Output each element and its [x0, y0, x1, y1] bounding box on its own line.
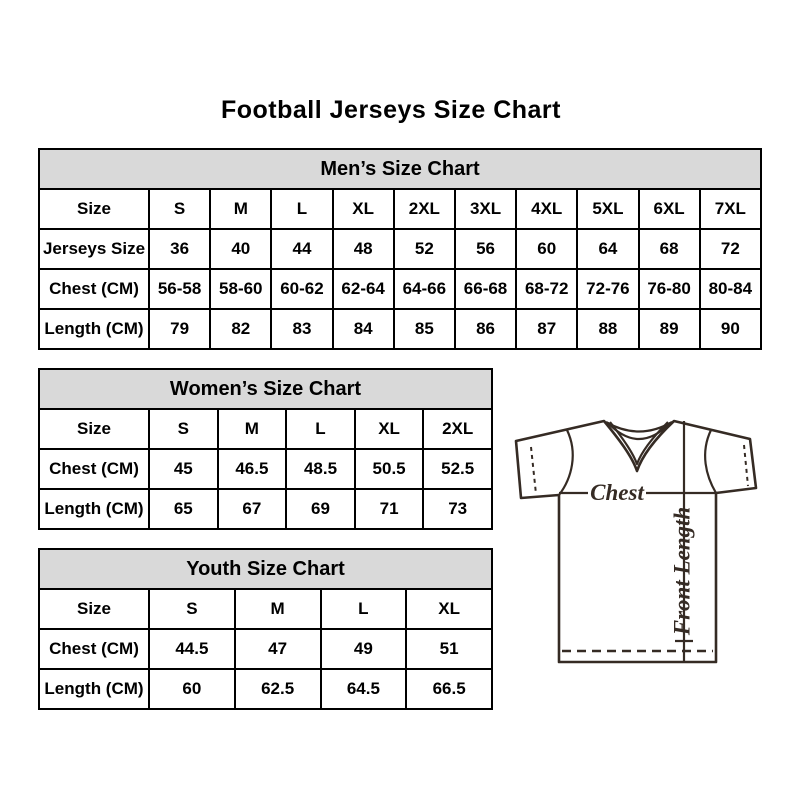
armhole-seam-left: [559, 430, 573, 495]
size-value-cell: S: [149, 589, 235, 629]
sleeve-cuff-stitch-right: [744, 445, 748, 486]
size-value-cell: L: [271, 189, 332, 229]
size-value-cell: 65: [149, 489, 218, 529]
size-value-cell: 2XL: [394, 189, 455, 229]
row-label: Jerseys Size: [39, 229, 149, 269]
size-value-cell: 64-66: [394, 269, 455, 309]
size-value-cell: 7XL: [700, 189, 761, 229]
size-value-cell: 47: [235, 629, 321, 669]
size-value-cell: XL: [406, 589, 492, 629]
size-value-cell: 84: [333, 309, 394, 349]
size-value-cell: 67: [218, 489, 287, 529]
size-value-cell: 44: [271, 229, 332, 269]
size-value-cell: 58-60: [210, 269, 271, 309]
size-value-cell: 72-76: [577, 269, 638, 309]
size-value-cell: 56-58: [149, 269, 210, 309]
youth-size-table: [38, 548, 493, 710]
row-label: Size: [39, 189, 149, 229]
size-value-cell: 69: [286, 489, 355, 529]
womens-size-table: [38, 368, 493, 530]
size-value-cell: 86: [455, 309, 516, 349]
size-value-cell: 4XL: [516, 189, 577, 229]
size-value-cell: M: [218, 409, 287, 449]
size-value-cell: 3XL: [455, 189, 516, 229]
size-value-cell: 76-80: [639, 269, 700, 309]
size-value-cell: 49: [321, 629, 407, 669]
size-value-cell: 48: [333, 229, 394, 269]
row-label: Length (CM): [39, 309, 149, 349]
size-value-cell: 72: [700, 229, 761, 269]
page-title: Football Jerseys Size Chart: [220, 96, 561, 124]
size-value-cell: 66-68: [455, 269, 516, 309]
size-value-cell: 2XL: [423, 409, 492, 449]
size-value-cell: L: [321, 589, 407, 629]
size-table: [38, 548, 493, 710]
size-value-cell: 36: [149, 229, 210, 269]
size-value-cell: 68-72: [516, 269, 577, 309]
size-value-cell: 71: [355, 489, 424, 529]
size-value-cell: S: [149, 409, 218, 449]
size-value-cell: 51: [406, 629, 492, 669]
row-label: Chest (CM): [39, 269, 149, 309]
size-value-cell: 40: [210, 229, 271, 269]
size-value-cell: 44.5: [149, 629, 235, 669]
size-value-cell: 60: [516, 229, 577, 269]
size-value-cell: 64: [577, 229, 638, 269]
mens-size-table: [38, 148, 762, 350]
jersey-outline: [516, 421, 756, 662]
size-value-cell: 60: [149, 669, 235, 709]
sleeve-cuff-stitch-left: [531, 447, 536, 494]
size-value-cell: 62.5: [235, 669, 321, 709]
table-title: Men’s Size Chart: [39, 149, 761, 189]
row-label: Length (CM): [39, 669, 149, 709]
size-value-cell: 79: [149, 309, 210, 349]
size-table: [38, 368, 493, 530]
size-value-cell: 45: [149, 449, 218, 489]
size-value-cell: L: [286, 409, 355, 449]
size-value-cell: 52: [394, 229, 455, 269]
size-value-cell: 64.5: [321, 669, 407, 709]
row-label: Chest (CM): [39, 449, 149, 489]
row-label: Size: [39, 589, 149, 629]
size-value-cell: M: [235, 589, 321, 629]
size-value-cell: 66.5: [406, 669, 492, 709]
row-label: Chest (CM): [39, 629, 149, 669]
size-value-cell: XL: [333, 189, 394, 229]
size-table: [38, 148, 762, 350]
size-value-cell: 68: [639, 229, 700, 269]
size-value-cell: 82: [210, 309, 271, 349]
size-value-cell: 56: [455, 229, 516, 269]
size-value-cell: XL: [355, 409, 424, 449]
row-label: Size: [39, 409, 149, 449]
size-value-cell: 6XL: [639, 189, 700, 229]
size-value-cell: 46.5: [218, 449, 287, 489]
jersey-measurement-diagram: [504, 408, 768, 668]
size-value-cell: 50.5: [355, 449, 424, 489]
size-value-cell: 87: [516, 309, 577, 349]
size-value-cell: M: [210, 189, 271, 229]
size-value-cell: 83: [271, 309, 332, 349]
row-label: Length (CM): [39, 489, 149, 529]
size-value-cell: 88: [577, 309, 638, 349]
size-value-cell: 90: [700, 309, 761, 349]
chest-label: Chest: [590, 480, 644, 505]
size-value-cell: S: [149, 189, 210, 229]
size-value-cell: 5XL: [577, 189, 638, 229]
size-value-cell: 48.5: [286, 449, 355, 489]
size-value-cell: 52.5: [423, 449, 492, 489]
size-value-cell: 85: [394, 309, 455, 349]
table-title: Women’s Size Chart: [39, 369, 492, 409]
size-value-cell: 60-62: [271, 269, 332, 309]
table-title: Youth Size Chart: [39, 549, 492, 589]
size-value-cell: 73: [423, 489, 492, 529]
size-value-cell: 62-64: [333, 269, 394, 309]
size-value-cell: 89: [639, 309, 700, 349]
size-value-cell: 80-84: [700, 269, 761, 309]
front-length-label: Front Length: [669, 506, 695, 636]
armhole-seam-right: [705, 430, 716, 493]
